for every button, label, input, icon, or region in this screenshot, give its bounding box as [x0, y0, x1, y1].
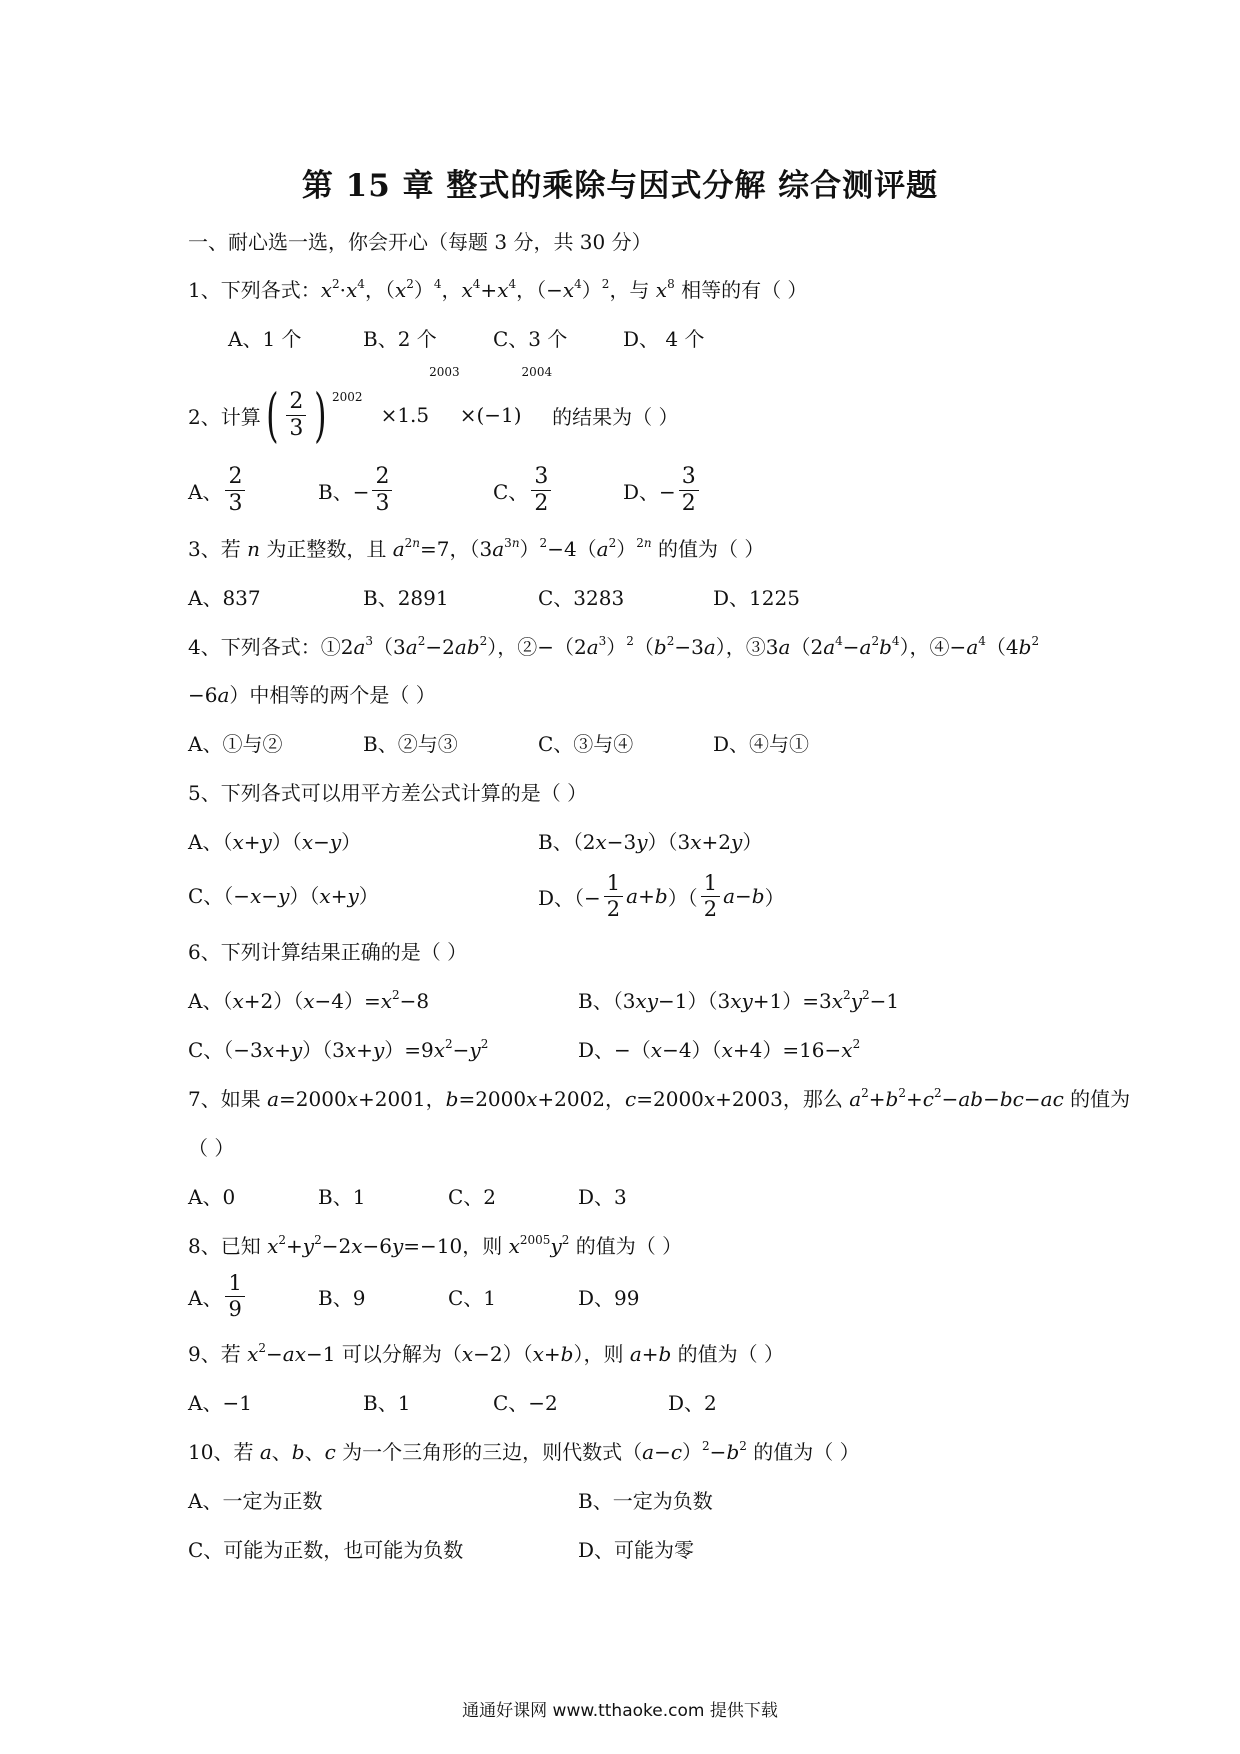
- option-d: D、3: [578, 1185, 627, 1209]
- option-b: B、− $\frac{2}{3}$: [318, 460, 395, 520]
- section-heading: 一、耐心选一选，你会开心（每题 3 分，共 30 分）: [188, 230, 652, 254]
- option-a: A、837: [188, 586, 261, 610]
- page-title: 第 15 章 整式的乘除与因式分解 综合测评题: [301, 168, 939, 204]
- question-8: 8、已知 $x^2+y^2-2x-6y=-10$，则 $x^{2005}y^2$ 的值为（ ）: [188, 1233, 683, 1258]
- question-4-continued: −6a）中相等的两个是（ ）: [188, 683, 436, 707]
- option-d: D、 4 个: [623, 327, 705, 351]
- question-4: 4、下列各式：$①2a^3(3a^2-2ab^2)$，$②-(2a^3)^2(b^2-3a)$，$③3a(2a^4-a^2b^4)$，$④-a^4(4b^2$: [188, 634, 1040, 659]
- option-b: B、9: [318, 1285, 366, 1310]
- option-b: B、1: [318, 1185, 366, 1209]
- option-c: C、（−x−y）（x+y）: [188, 884, 379, 908]
- option-a: A、1 个: [228, 327, 302, 351]
- option-b: B、一定为负数: [578, 1489, 713, 1513]
- option-d: D、$-(x-4)(x+4)=16-x^2$: [578, 1037, 861, 1062]
- fraction-power: ( $\frac{2}{3}$ ) 2002: [265, 381, 363, 449]
- option-c: C、1: [448, 1285, 497, 1310]
- question-5: 5、下列各式可以用平方差公式计算的是（ ）: [188, 781, 588, 805]
- footer-text: 通通好课网 www.tthaoke.com 提供下载: [462, 1701, 778, 1721]
- option-d: D、99: [578, 1285, 640, 1310]
- question-2: 2、计算 ( $\frac{2}{3}$ ) 2002 ×1.5 2003 ×(−1) 2004 的结果为（ ）: [188, 365, 679, 449]
- option-b: B、1: [363, 1391, 411, 1415]
- option-c: C、可能为正数，也可能为负数: [188, 1538, 464, 1562]
- option-c: C、3 个: [493, 327, 568, 351]
- option-c: C、 $\frac{3}{2}$: [493, 460, 554, 520]
- option-b: B、2 个: [363, 327, 437, 351]
- option-a: A、$(x+2)(x-4)=x^2-8$: [188, 988, 430, 1013]
- option-c: C、2: [448, 1185, 497, 1209]
- option-d: D、1225: [713, 586, 800, 610]
- question-6: 6、下列计算结果正确的是（ ）: [188, 940, 468, 964]
- option-d: D、（− $\frac{1}{2}$ a + b ）（ $\frac{1}{2}$ a − b ）: [538, 871, 785, 921]
- option-d: D、− $\frac{3}{2}$: [623, 460, 702, 520]
- question-10: 10、若 a、b、c 为一个三角形的三边，则代数式$(a-c)^2-b^2$ 的值为（ ）: [188, 1439, 860, 1464]
- option-c: C、3283: [538, 586, 625, 610]
- question-3: 3、若 n 为正整数，且 $a^{2n}=7$，$(3a^{3n})^2-4(a^2)^{2n}$ 的值为（ ）: [188, 536, 765, 561]
- option-d: D、2: [668, 1391, 717, 1415]
- option-a: A、−1: [188, 1391, 252, 1415]
- option-b: B、②与③: [363, 732, 458, 756]
- question-1: 1、下列各式：$x^2\cdot x^4$，$(x^2)^4$，$x^4+x^4$，$(-x^4)^2$，与 $x^8$ 相等的有（ ）: [188, 277, 808, 302]
- option-d: D、可能为零: [578, 1538, 695, 1562]
- option-a: A、①与②: [188, 732, 283, 756]
- option-b: B、$(3xy-1)(3xy+1)=3x^2y^2-1$: [578, 988, 900, 1013]
- question-7: 7、如果 a=2000x+2001，b=2000x+2002，c=2000x+2003，那么 $a^2+b^2+c^2-ab-bc-ac$ 的值为: [188, 1086, 1131, 1111]
- question-9: 9、若 $x^2-ax-1$ 可以分解为（x−2）（x+b），则 a+b 的值为（ ）: [188, 1341, 785, 1366]
- option-a: A、0: [188, 1185, 236, 1209]
- option-c: C、③与④: [538, 732, 634, 756]
- option-a: A、一定为正数: [188, 1489, 323, 1513]
- option-d: D、④与①: [713, 732, 810, 756]
- question-7-blank: （ ）: [188, 1136, 235, 1160]
- option-b: B、（2x−3y）（3x+2y）: [538, 830, 763, 854]
- option-a: A、 $\frac{2}{3}$: [188, 460, 248, 520]
- option-b: B、2891: [363, 586, 449, 610]
- option-a: A、 $\frac{1}{9}$: [188, 1266, 248, 1326]
- option-c: C、$(-3x+y)(3x+y)=9x^2-y^2$: [188, 1037, 489, 1062]
- option-a: A、（x+y）（x−y）: [188, 830, 362, 854]
- option-c: C、−2: [493, 1391, 558, 1415]
